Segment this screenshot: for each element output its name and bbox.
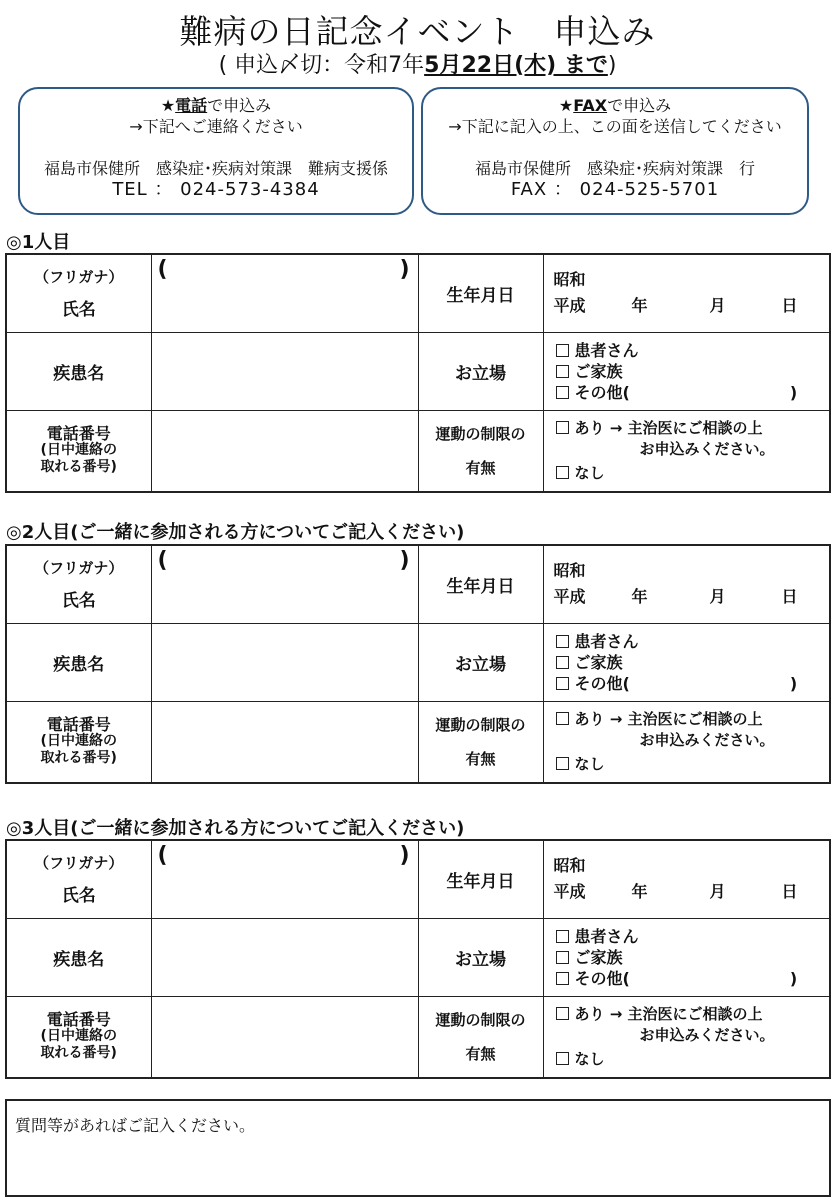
- option-note: お申込みください。: [639, 439, 775, 458]
- era-showa: 昭和: [553, 856, 586, 876]
- phone-head-label: 電話: [175, 96, 208, 115]
- applicant-form-table: [5, 839, 831, 1079]
- position-label: お立場: [418, 623, 543, 701]
- checkbox[interactable]: [556, 757, 569, 770]
- disease-input[interactable]: [151, 623, 418, 701]
- exercise-options: [543, 410, 830, 492]
- year-label: 年: [631, 296, 648, 316]
- phone-input[interactable]: [151, 996, 418, 1078]
- paren-close: ): [399, 548, 410, 573]
- fax-org: 福島市保健所 感染症･疾病対策課 行: [474, 159, 755, 178]
- phone-note: (日中連絡の: [40, 733, 117, 750]
- checkbox[interactable]: [556, 656, 569, 669]
- applicant-form-table: [5, 253, 831, 493]
- phone-input[interactable]: [151, 410, 418, 492]
- checkbox[interactable]: [556, 930, 569, 943]
- exercise-label: 運動の制限の: [435, 424, 526, 443]
- fax-head-rest: で申込み: [607, 96, 672, 115]
- era-heisei: 平成: [553, 587, 586, 607]
- phone-number: TEL ： 024-573-4384: [112, 179, 320, 200]
- exercise-label: 有無: [465, 749, 496, 768]
- option-label: なし: [574, 1049, 605, 1068]
- month-label: 月: [709, 296, 726, 316]
- exercise-label: 有無: [465, 458, 496, 477]
- phone-label: 電話番号: [46, 1010, 111, 1030]
- checkbox[interactable]: [556, 365, 569, 378]
- option-other[interactable]: [556, 382, 830, 403]
- position-label: お立場: [418, 332, 543, 410]
- phone-note: 取れる番号): [40, 1045, 117, 1062]
- section-heading: ◎3人目(ご一緒に参加される方についてご記入ください): [6, 818, 465, 839]
- exercise-label-cell: [418, 701, 543, 783]
- option-note: お申込みください。: [639, 730, 775, 749]
- section-heading: ◎2人目(ご一緒に参加される方についてご記入ください): [6, 522, 465, 543]
- exercise-label: 運動の制限の: [435, 1010, 526, 1029]
- option-patient[interactable]: [556, 631, 830, 652]
- birthdate-input[interactable]: [543, 545, 830, 623]
- fax-number: FAX ： 024-525-5701: [510, 179, 720, 200]
- name-input[interactable]: [151, 840, 418, 918]
- name-label-cell: [6, 545, 151, 623]
- era-heisei: 平成: [553, 882, 586, 902]
- phone-note: 取れる番号): [40, 459, 117, 476]
- option-family[interactable]: [556, 361, 830, 382]
- checkbox[interactable]: [556, 421, 569, 434]
- era-heisei: 平成: [553, 296, 586, 316]
- applicant-form-table: [5, 544, 831, 784]
- checkbox[interactable]: [556, 635, 569, 648]
- name-input[interactable]: [151, 254, 418, 332]
- fax-instruction: →下記に記入の上、この面を送信してください: [448, 117, 782, 136]
- option-label: あり → 主治医にご相談の上: [574, 1004, 763, 1023]
- checkbox[interactable]: [556, 1052, 569, 1065]
- checkbox[interactable]: [556, 1007, 569, 1020]
- paren-close: ): [789, 968, 798, 988]
- option-family[interactable]: [556, 652, 830, 673]
- exercise-label-cell: [418, 996, 543, 1078]
- name-label: 氏名: [61, 300, 96, 321]
- paren-open: (: [157, 843, 168, 868]
- birthdate-label: 生年月日: [418, 840, 543, 918]
- checkbox[interactable]: [556, 344, 569, 357]
- checkbox[interactable]: [556, 386, 569, 399]
- exercise-label: 有無: [465, 1044, 496, 1063]
- disease-label: 疾患名: [6, 332, 151, 410]
- paren-close: ): [399, 257, 410, 282]
- phone-note: (日中連絡の: [40, 1028, 117, 1045]
- questions-box[interactable]: [5, 1099, 831, 1197]
- paren-open: (: [157, 257, 168, 282]
- month-label: 月: [709, 587, 726, 607]
- option-label: ご家族: [574, 361, 623, 381]
- phone-head-rest: で申込み: [207, 96, 272, 115]
- option-label: その他(: [574, 673, 630, 693]
- position-label: お立場: [418, 918, 543, 996]
- position-options: [543, 332, 830, 410]
- disease-input[interactable]: [151, 918, 418, 996]
- furigana-label: （フリガナ）: [34, 854, 124, 873]
- paren-close: ): [399, 843, 410, 868]
- option-label: あり → 主治医にご相談の上: [574, 418, 763, 437]
- birthdate-input[interactable]: [543, 254, 830, 332]
- paren-close: ): [789, 673, 798, 693]
- birthdate-label: 生年月日: [418, 254, 543, 332]
- day-label: 日: [781, 296, 798, 316]
- name-label-cell: [6, 254, 151, 332]
- exercise-options: [543, 701, 830, 783]
- furigana-label: （フリガナ）: [34, 559, 124, 578]
- year-label: 年: [631, 882, 648, 902]
- paren-open: (: [157, 548, 168, 573]
- phone-label-cell: [6, 701, 151, 783]
- phone-note: (日中連絡の: [40, 442, 117, 459]
- year-label: 年: [631, 587, 648, 607]
- month-label: 月: [709, 882, 726, 902]
- era-showa: 昭和: [553, 270, 586, 290]
- name-label: 氏名: [61, 886, 96, 907]
- option-label: 患者さん: [574, 340, 639, 360]
- name-label: 氏名: [61, 591, 96, 612]
- option-no[interactable]: [556, 754, 830, 775]
- birthdate-input[interactable]: [543, 840, 830, 918]
- phone-label: 電話番号: [46, 715, 111, 735]
- deadline-prefix: ( 申込〆切：令和7年: [218, 53, 425, 78]
- star-icon: ★: [558, 96, 574, 115]
- option-label: 患者さん: [574, 631, 639, 651]
- phone-label: 電話番号: [46, 424, 111, 444]
- option-label: なし: [574, 463, 605, 482]
- phone-apply-box: [18, 87, 414, 215]
- option-label: その他(: [574, 382, 630, 402]
- option-yes[interactable]: [556, 1004, 830, 1025]
- option-note: お申込みください。: [639, 1025, 775, 1044]
- checkbox[interactable]: [556, 466, 569, 479]
- option-label: 患者さん: [574, 926, 639, 946]
- disease-label: 疾患名: [6, 623, 151, 701]
- name-label-cell: [6, 840, 151, 918]
- questions-label: 質問等があればご記入ください。: [15, 1116, 256, 1135]
- deadline-suffix: ): [607, 53, 617, 78]
- option-label: ご家族: [574, 947, 623, 967]
- phone-label-cell: [6, 996, 151, 1078]
- name-input[interactable]: [151, 545, 418, 623]
- option-no[interactable]: [556, 463, 830, 484]
- phone-instruction: →下記へご連絡ください: [129, 117, 303, 136]
- disease-input[interactable]: [151, 332, 418, 410]
- furigana-label: （フリガナ）: [34, 268, 124, 287]
- option-other[interactable]: [556, 673, 830, 694]
- phone-note: 取れる番号): [40, 750, 117, 767]
- option-label: なし: [574, 754, 605, 773]
- phone-input[interactable]: [151, 701, 418, 783]
- fax-apply-box: [421, 87, 809, 215]
- birthdate-label: 生年月日: [418, 545, 543, 623]
- position-options: [543, 918, 830, 996]
- fax-head-label: FAX: [573, 96, 608, 115]
- option-yes[interactable]: [556, 709, 830, 730]
- option-label: ご家族: [574, 652, 623, 672]
- paren-close: ): [789, 382, 798, 402]
- phone-org: 福島市保健所 感染症･疾病対策課 難病支援係: [43, 159, 388, 178]
- checkbox[interactable]: [556, 972, 569, 985]
- phone-label-cell: [6, 410, 151, 492]
- era-showa: 昭和: [553, 561, 586, 581]
- option-yes[interactable]: [556, 418, 830, 439]
- option-other[interactable]: [556, 968, 830, 989]
- day-label: 日: [781, 587, 798, 607]
- exercise-options: [543, 996, 830, 1078]
- star-icon: ★: [160, 96, 176, 115]
- section-heading: ◎1人目: [6, 232, 71, 253]
- option-label: あり → 主治医にご相談の上: [574, 709, 763, 728]
- deadline: [0, 48, 835, 79]
- page-title: 難病の日記念イベント 申込み: [179, 12, 656, 51]
- option-no[interactable]: [556, 1049, 830, 1070]
- option-patient[interactable]: [556, 340, 830, 361]
- disease-label: 疾患名: [6, 918, 151, 996]
- option-label: その他(: [574, 968, 630, 988]
- exercise-label: 運動の制限の: [435, 715, 526, 734]
- checkbox[interactable]: [556, 951, 569, 964]
- exercise-label-cell: [418, 410, 543, 492]
- position-options: [543, 623, 830, 701]
- option-family[interactable]: [556, 947, 830, 968]
- checkbox[interactable]: [556, 677, 569, 690]
- option-patient[interactable]: [556, 926, 830, 947]
- day-label: 日: [781, 882, 798, 902]
- deadline-date: 5月22日(木) まで: [424, 53, 608, 78]
- checkbox[interactable]: [556, 712, 569, 725]
